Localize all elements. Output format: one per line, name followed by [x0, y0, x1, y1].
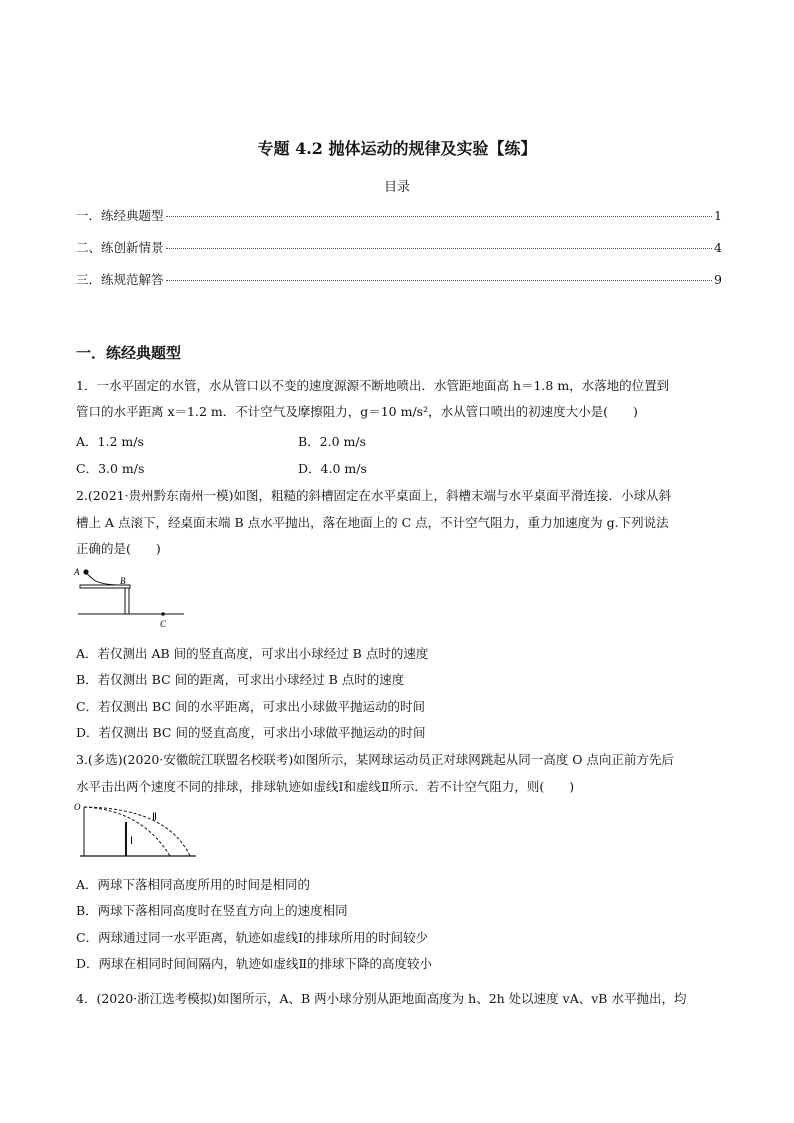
q3-label-o: O: [74, 802, 81, 812]
q3-option-a: A．两球下落相同高度所用的时间是相同的: [76, 877, 311, 892]
q2-option-a: A．若仅测出 AB 间的竖直高度，可求出小球经过 B 点时的速度: [76, 646, 429, 661]
q1-option-d: D．4.0 m/s: [298, 461, 367, 476]
q3-option-b: B．两球下落相同高度时在竖直方向上的速度相同: [76, 903, 348, 918]
q2-option-c: C．若仅测出 BC 间的水平距离，可求出小球做平抛运动的时间: [76, 699, 425, 714]
q2-option-b: B．若仅测出 BC 间的距离，可求出小球经过 B 点时的速度: [76, 672, 405, 687]
q1-stem-line1: 1．一水平固定的水管，水从管口以不变的速度源源不断地喷出．水管距地面高 h＝1.8 m，水落地的位置到: [76, 378, 670, 393]
q2-ball: [83, 569, 88, 574]
q2-stem-line3: 正确的是( ): [76, 541, 161, 556]
q1-option-b: B．2.0 m/s: [298, 434, 367, 449]
q1-option-a: A．1.2 m/s: [76, 434, 144, 449]
q2-stem-line2: 槽上 A 点滚下，经桌面末端 B 点水平抛出，落在地面上的 C 点，不计空气阻力，重力加速度为 g.下列说法: [76, 515, 669, 530]
q2-option-d: D．若仅测出 BC 间的竖直高度，可求出小球做平抛运动的时间: [76, 725, 426, 740]
q1-stem-line2: 管口的水平距离 x＝1.2 m．不计空气及摩擦阻力，g＝10 m/s²，水从管口喷出的初速度大小是( ): [76, 404, 638, 419]
q2-stem-line1: 2.(2021·贵州黔东南州一模)如图，粗糙的斜槽固定在水平桌面上，斜槽末端与水平桌面平滑连接．小球从斜: [76, 488, 671, 503]
q3-stem-line1: 3.(多选)(2020·安徽皖江联盟名校联考)如图所示，某网球运动员正对球网跳起从同一高度 O 点向正前方先后: [76, 752, 674, 767]
q3-option-c: C．两球通过同一水平距离，轨迹如虚线Ⅰ的排球所用的时间较少: [76, 930, 429, 945]
q3-label-1: Ⅰ: [130, 836, 133, 847]
q3-label-2: Ⅱ: [152, 812, 157, 823]
q4-stem-line1: 4．(2020·浙江选考模拟)如图所示，A、B 两小球分别从距地面高度为 h、2h 处以速度 vA、vB 水平抛出，均: [76, 991, 687, 1006]
q3-option-d: D．两球在相同时间间隔内，轨迹如虚线Ⅱ的排球下降的高度较小: [76, 956, 433, 971]
section-heading: 一．练经典题型: [76, 344, 182, 362]
toc-entry[interactable]: [76, 270, 722, 288]
toc-entry-label: 三．练规范解答: [76, 272, 164, 287]
toc-entry[interactable]: [76, 238, 722, 256]
toc-entry-label: 二、练创新情景: [76, 240, 164, 255]
toc-heading: 目录: [383, 180, 410, 195]
q2-table-leg: [125, 588, 129, 614]
q2-landing-point: [161, 612, 165, 616]
q3-net-post: [125, 822, 127, 856]
q3-trajectory-2: [84, 807, 190, 856]
q2-label-c: C: [160, 619, 167, 629]
toc-entry-label: 一．练经典题型: [76, 208, 164, 223]
q2-label-b: B: [120, 576, 126, 586]
toc-leader: [166, 216, 713, 217]
q2-figure: [72, 562, 192, 634]
toc-entry-page: 1: [714, 208, 722, 223]
q2-label-a: A: [74, 567, 80, 577]
toc-leader: [166, 248, 713, 249]
toc-entry[interactable]: [76, 206, 722, 224]
toc-entry-page: 9: [714, 272, 722, 287]
toc-leader: [166, 280, 713, 281]
page-title: 专题 4.2 抛体运动的规律及实验【练】: [257, 139, 537, 158]
q1-option-c: C．3.0 m/s: [76, 461, 145, 476]
q3-figure: [72, 798, 222, 862]
toc-entry-page: 4: [714, 240, 722, 255]
q3-stem-line2: 水平击出两个速度不同的排球，排球轨迹如虚线Ⅰ和虚线Ⅱ所示．若不计空气阻力，则( ): [76, 779, 575, 794]
q2-slope-curve: [94, 580, 122, 585]
